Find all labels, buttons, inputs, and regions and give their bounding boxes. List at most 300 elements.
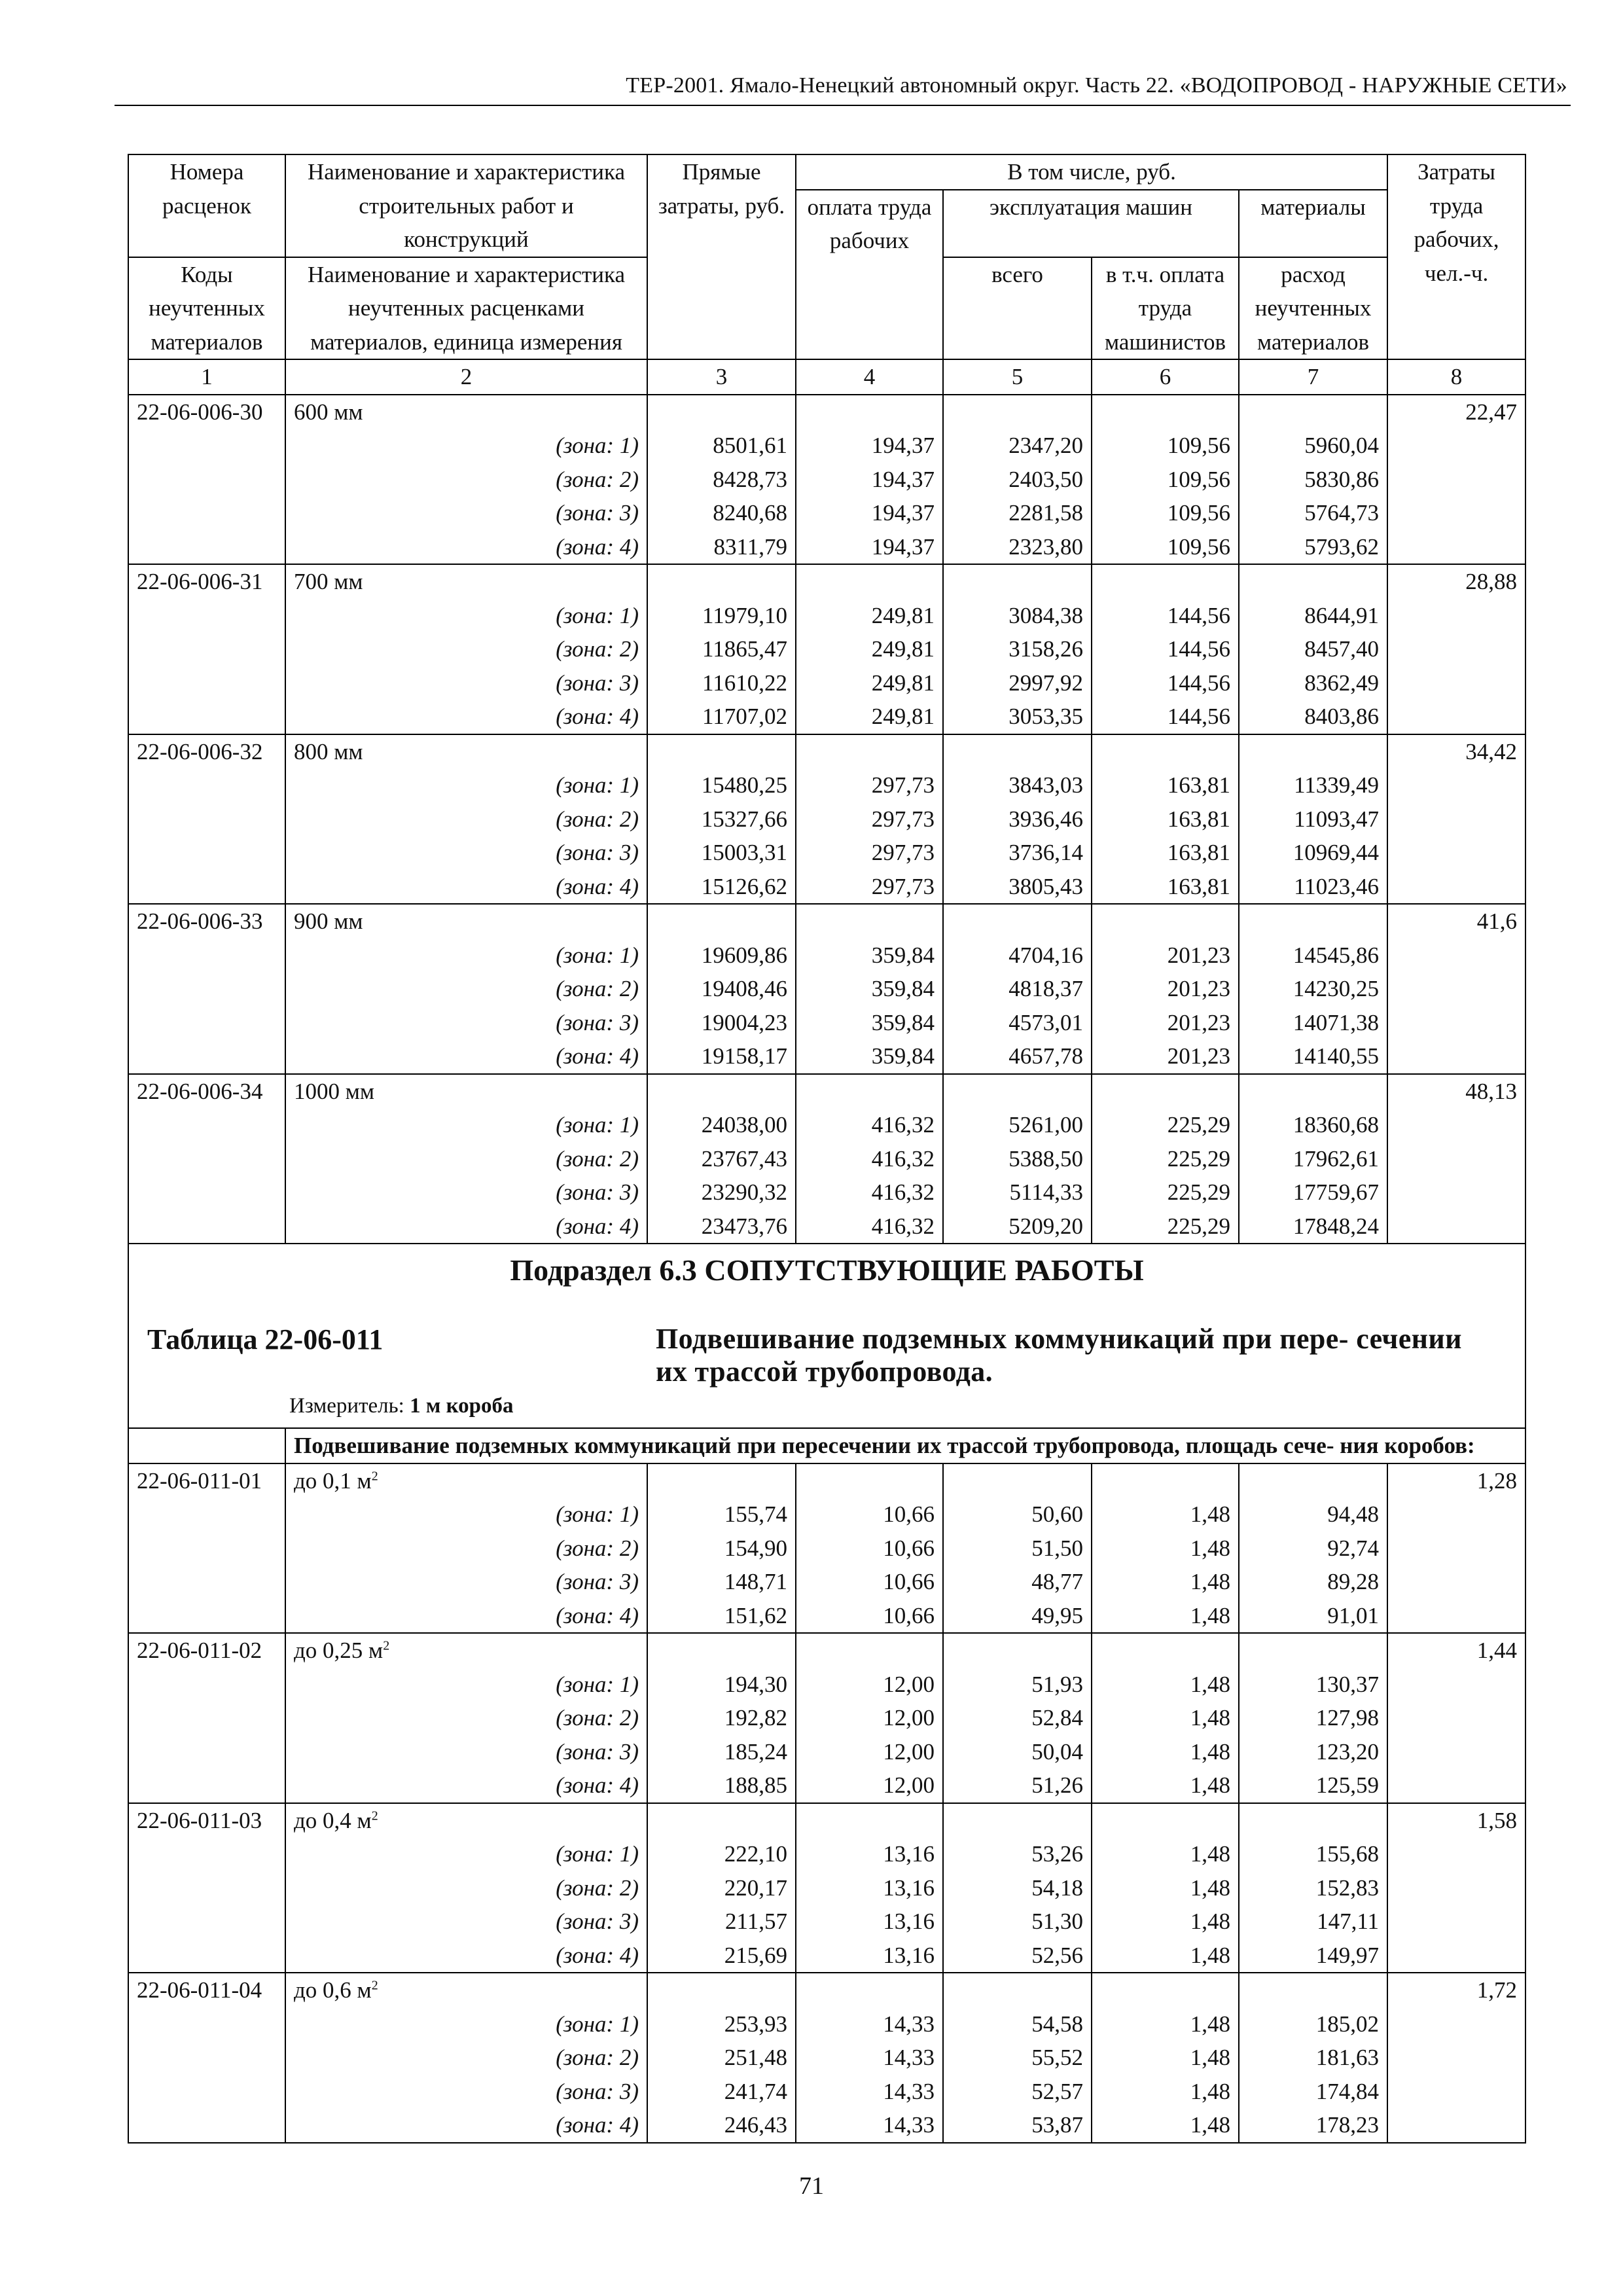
rate-name-cell [285, 1463, 647, 1634]
rate-code-cell [128, 734, 285, 905]
machines-total-value: 51,50 [1031, 1535, 1083, 1561]
blank-line [1247, 1075, 1379, 1109]
machines-wages-value: 163,81 [1167, 873, 1230, 899]
zone-label: (зона: 4) [556, 1772, 639, 1798]
direct-cost-cell [647, 734, 796, 905]
machines-wages-value: 1,48 [1190, 1569, 1230, 1594]
blank-line [804, 1634, 935, 1668]
blank-line [1247, 565, 1379, 599]
direct-cost-value: 15003,31 [701, 840, 787, 865]
direct-cost-value: 11979,10 [702, 602, 787, 628]
machines-wages-cell [1092, 1973, 1239, 2143]
col-incl-header: В том числе, руб. [796, 154, 1387, 190]
machines-wages-cell [1092, 564, 1239, 734]
direct-cost-value: 19004,23 [701, 1009, 787, 1035]
materials-value: 130,37 [1315, 1671, 1380, 1697]
col-number: 4 [796, 359, 943, 395]
direct-cost-value: 148,71 [724, 1569, 787, 1594]
direct-cost-value: 19609,86 [701, 942, 787, 968]
wages-cell [796, 395, 943, 565]
machines-total-value: 2403,50 [1008, 466, 1083, 492]
machines-wages-value: 1,48 [1190, 1909, 1230, 1934]
labor-value: 41,6 [1476, 908, 1518, 934]
machines-total-value: 49,95 [1031, 1602, 1083, 1628]
blank-line [1100, 1804, 1230, 1838]
col-number: 1 [128, 359, 285, 395]
col-materials-sub-header: расход неучтенных материалов [1239, 257, 1387, 360]
materials-value: 5793,62 [1304, 533, 1380, 560]
wages-cell [796, 1803, 943, 1973]
machines-wages-value: 1,48 [1190, 2112, 1230, 2138]
wages-value: 249,81 [871, 670, 935, 696]
blank-line [1100, 1075, 1230, 1109]
materials-value: 5764,73 [1304, 500, 1380, 526]
blank-line [1247, 1464, 1379, 1498]
rate-row [128, 1074, 1525, 1244]
direct-cost-cell [647, 1633, 796, 1803]
materials-value: 152,83 [1315, 1874, 1380, 1901]
direct-cost-value: 8240,68 [713, 500, 787, 526]
column-number-row [128, 359, 1525, 395]
rate-row [128, 1463, 1525, 1634]
direct-cost-value: 8501,61 [713, 433, 787, 458]
wages-cell [796, 1633, 943, 1803]
blank-line [1100, 565, 1230, 599]
rate-name-cell [285, 395, 647, 565]
labor-cell [1387, 395, 1525, 565]
rate-code: 22-06-006-32 [137, 738, 263, 764]
zone-label: (зона: 3) [556, 670, 639, 696]
wages-value: 359,84 [871, 1009, 935, 1035]
zone-label: (зона: 4) [556, 704, 639, 729]
direct-cost-value: 8311,79 [713, 533, 787, 560]
machines-total-value: 55,52 [1031, 2045, 1083, 2070]
labor-value: 1,72 [1476, 1977, 1518, 2003]
blank-line [1247, 1804, 1379, 1838]
materials-value: 8644,91 [1304, 602, 1380, 628]
blank-line [952, 565, 1083, 599]
rates-group-b [128, 1463, 1525, 2143]
direct-cost-value: 11707,02 [702, 704, 787, 729]
materials-value: 89,28 [1327, 1569, 1380, 1594]
rate-name [294, 905, 639, 939]
labor-cell [1387, 1973, 1525, 2143]
table-caption: Подвешивание подземных коммуникаций при пере- сечении их трассой трубопровода. [656, 1323, 1462, 1388]
direct-cost-value: 192,82 [724, 1705, 787, 1731]
wages-value: 416,32 [871, 1179, 935, 1205]
direct-cost-value: 15126,62 [701, 873, 787, 899]
machines-total-value: 52,84 [1031, 1705, 1083, 1731]
zone-label: (зона: 2) [556, 1145, 639, 1172]
direct-cost-value: 23473,76 [701, 1213, 787, 1239]
blank-line [952, 1973, 1083, 2007]
rate-name [294, 1634, 639, 1668]
running-head: ТЕР-2001. Ямало-Ненецкий автономный округ. Часть 22. «ВОДОПРОВОД - НАРУЖНЫЕ СЕТИ» [626, 73, 1567, 98]
machines-total-value: 51,30 [1031, 1909, 1083, 1934]
rate-name-cell [285, 904, 647, 1074]
machines-total-value: 3053,35 [1008, 704, 1083, 729]
machines-total-value: 48,77 [1031, 1569, 1083, 1594]
blank-line [656, 905, 787, 939]
section-title: Подраздел 6.3 СОПУТСТВУЮЩИЕ РАБОТЫ [510, 1253, 1144, 1287]
machines-total-cell [943, 395, 1092, 565]
rate-name-cell [285, 564, 647, 734]
rate-name-text: до 0,1 м [294, 1467, 372, 1494]
blank-line [952, 735, 1083, 769]
wages-cell [796, 1074, 943, 1244]
labor-cell [1387, 1463, 1525, 1634]
zone-label: (зона: 3) [556, 1179, 639, 1205]
wages-cell [796, 734, 943, 905]
col-name-sub-header: Наименование и характеристика неучтенных расценками материалов, единица измерения [285, 257, 647, 360]
wages-value: 359,84 [871, 1043, 935, 1069]
rate-name [294, 565, 639, 599]
machines-wages-value: 1,48 [1190, 1874, 1230, 1901]
labor-cell [1387, 1633, 1525, 1803]
machines-total-value: 2281,58 [1008, 500, 1083, 526]
machines-total-value: 3736,14 [1008, 840, 1083, 865]
blank-line [952, 395, 1083, 429]
unit-superscript: 2 [371, 1468, 378, 1483]
wages-value: 249,81 [871, 602, 935, 628]
machines-total-value: 5388,50 [1008, 1145, 1083, 1172]
wages-value: 249,81 [871, 704, 935, 729]
blank-line [1247, 395, 1379, 429]
materials-value: 185,02 [1315, 2011, 1380, 2037]
machines-wages-value: 144,56 [1167, 670, 1230, 696]
rate-row [128, 1803, 1525, 1973]
machines-total-cell [943, 1463, 1092, 1634]
rate-row [128, 395, 1525, 565]
machines-wages-value: 225,29 [1167, 1112, 1230, 1138]
materials-value: 147,11 [1317, 1909, 1380, 1934]
machines-wages-value: 1,48 [1190, 1705, 1230, 1731]
materials-value: 10969,44 [1293, 840, 1380, 865]
direct-cost-cell [647, 1803, 796, 1973]
rate-name-text: 900 мм [294, 908, 363, 934]
zone-label: (зона: 1) [556, 1841, 639, 1867]
wages-value: 359,84 [871, 942, 935, 968]
labor-cell [1387, 1803, 1525, 1973]
direct-cost-value: 11865,47 [702, 636, 787, 662]
materials-value: 17962,61 [1293, 1145, 1380, 1172]
zone-label: (зона: 4) [556, 1213, 639, 1239]
direct-cost-value: 222,10 [724, 1841, 787, 1867]
rate-name-cell [285, 1803, 647, 1973]
blank-line [1247, 905, 1379, 939]
rate-name [294, 1075, 639, 1109]
direct-cost-value: 15480,25 [701, 772, 787, 798]
blank-line [804, 1075, 935, 1109]
blank-line [656, 1804, 787, 1838]
zone-label: (зона: 1) [556, 433, 639, 458]
wages-value: 10,66 [883, 1569, 935, 1594]
machines-wages-value: 109,56 [1167, 433, 1230, 458]
rate-name-text: до 0,25 м [294, 1638, 383, 1663]
zone-label: (зона: 2) [556, 1535, 639, 1561]
col-machines-header: эксплуатация машин [943, 190, 1239, 257]
blank-line [804, 565, 935, 599]
zone-label: (зона: 3) [556, 1569, 639, 1594]
wages-value: 14,33 [883, 2045, 935, 2070]
rate-name [294, 1973, 639, 2007]
zone-label: (зона: 3) [556, 1009, 639, 1035]
labor-value: 28,88 [1465, 569, 1518, 594]
rate-name-text: до 0,4 м [294, 1807, 372, 1833]
labor-value: 34,42 [1465, 738, 1518, 764]
machines-total-value: 54,58 [1031, 2011, 1083, 2037]
blank-line [804, 905, 935, 939]
direct-cost-value: 188,85 [724, 1772, 787, 1798]
direct-cost-value: 24038,00 [701, 1112, 787, 1138]
direct-cost-cell [647, 1074, 796, 1244]
direct-cost-value: 185,24 [724, 1738, 787, 1765]
blank-line [656, 735, 787, 769]
direct-cost-value: 155,74 [724, 1501, 787, 1527]
blank-line [656, 1973, 787, 2007]
materials-value: 5960,04 [1304, 433, 1380, 458]
wages-value: 194,37 [871, 533, 935, 560]
materials-value: 11023,46 [1294, 873, 1380, 899]
wages-value: 13,16 [883, 1874, 935, 1901]
wages-value: 12,00 [883, 1705, 935, 1731]
machines-total-cell [943, 1633, 1092, 1803]
blank-line [1100, 1464, 1230, 1498]
direct-cost-value: 194,30 [724, 1671, 787, 1697]
blank-line [1100, 1634, 1230, 1668]
direct-cost-value: 23767,43 [701, 1145, 787, 1172]
machines-total-value: 3158,26 [1008, 636, 1083, 662]
col-number: 8 [1387, 359, 1525, 395]
header-rule [115, 105, 1571, 106]
rate-code-cell [128, 395, 285, 565]
direct-cost-value: 241,74 [724, 2078, 787, 2104]
zone-label: (зона: 4) [556, 1942, 639, 1968]
unit-superscript: 2 [383, 1638, 390, 1653]
materials-value: 123,20 [1315, 1738, 1380, 1765]
materials-cell [1239, 564, 1387, 734]
rate-name [294, 395, 639, 429]
machines-total-value: 2323,80 [1008, 533, 1083, 560]
rate-name-text: 600 мм [294, 399, 363, 425]
wages-cell [796, 564, 943, 734]
materials-cell [1239, 1973, 1387, 2143]
zone-label: (зона: 4) [556, 1043, 639, 1069]
materials-cell [1239, 1463, 1387, 1634]
materials-value: 5830,86 [1304, 466, 1380, 492]
machines-total-value: 52,57 [1031, 2078, 1083, 2104]
col-number: 5 [943, 359, 1092, 395]
section-block [128, 1244, 1525, 1428]
rates-table [128, 154, 1526, 2144]
rate-code: 22-06-011-04 [137, 1977, 262, 2003]
wages-value: 416,32 [871, 1213, 935, 1239]
machines-total-value: 3805,43 [1008, 873, 1083, 899]
machines-wages-cell [1092, 1633, 1239, 1803]
direct-cost-value: 23290,32 [701, 1179, 787, 1205]
meter-value: 1 м короба [410, 1394, 514, 1418]
materials-value: 8457,40 [1304, 636, 1380, 662]
machines-wages-value: 109,56 [1167, 533, 1230, 560]
blank-line [1247, 1973, 1379, 2007]
zone-label: (зона: 2) [556, 1705, 639, 1731]
wages-value: 297,73 [871, 840, 935, 865]
labor-cell [1387, 904, 1525, 1074]
blank-line [1100, 395, 1230, 429]
machines-total-value: 51,93 [1031, 1671, 1083, 1697]
machines-total-value: 51,26 [1031, 1772, 1083, 1798]
zone-label: (зона: 1) [556, 1112, 639, 1138]
machines-total-value: 54,18 [1031, 1874, 1083, 1901]
direct-cost-value: 154,90 [724, 1535, 787, 1561]
materials-value: 11339,49 [1294, 772, 1380, 798]
rate-name-cell [285, 734, 647, 905]
blank-line [656, 565, 787, 599]
blank-line [656, 395, 787, 429]
materials-value: 14230,25 [1293, 976, 1380, 1001]
machines-wages-value: 201,23 [1167, 976, 1230, 1001]
machines-total-value: 4657,78 [1008, 1043, 1083, 1069]
zone-label: (зона: 3) [556, 1909, 639, 1934]
rate-name-text: 700 мм [294, 569, 363, 594]
unit-superscript: 2 [371, 1808, 378, 1823]
machines-wages-value: 201,23 [1167, 1043, 1230, 1069]
rate-code: 22-06-006-33 [137, 908, 263, 934]
direct-cost-cell [647, 1973, 796, 2143]
col-direct-header: Прямые затраты, руб. [647, 154, 796, 359]
materials-value: 8403,86 [1304, 704, 1380, 729]
labor-value: 1,28 [1476, 1467, 1518, 1494]
wages-value: 194,37 [871, 500, 935, 526]
materials-value: 11093,47 [1294, 806, 1380, 832]
zone-label: (зона: 2) [556, 636, 639, 662]
blank-line [952, 1075, 1083, 1109]
machines-total-value: 4704,16 [1008, 942, 1083, 968]
blank-line [1247, 1634, 1379, 1668]
blank-line [804, 1464, 935, 1498]
machines-wages-cell [1092, 904, 1239, 1074]
machines-wages-value: 1,48 [1190, 2078, 1230, 2104]
zone-label: (зона: 3) [556, 1738, 639, 1765]
blank-line [804, 735, 935, 769]
machines-total-value: 53,87 [1031, 2112, 1083, 2138]
materials-value: 18360,68 [1293, 1112, 1380, 1138]
rate-code: 22-06-006-34 [137, 1078, 263, 1104]
materials-value: 127,98 [1315, 1705, 1380, 1731]
direct-cost-value: 253,93 [724, 2011, 787, 2037]
rate-code: 22-06-011-03 [137, 1807, 262, 1833]
col-number: 2 [285, 359, 647, 395]
direct-cost-value: 15327,66 [701, 806, 787, 832]
blank-line [952, 905, 1083, 939]
machines-total-value: 50,60 [1031, 1501, 1083, 1527]
machines-wages-value: 144,56 [1167, 602, 1230, 628]
direct-cost-value: 19158,17 [701, 1043, 787, 1069]
rate-code-cell [128, 1074, 285, 1244]
machines-total-cell [943, 1973, 1092, 2143]
col-number: 6 [1092, 359, 1239, 395]
blank-line [952, 1804, 1083, 1838]
machines-wages-value: 225,29 [1167, 1179, 1230, 1205]
labor-value: 1,58 [1476, 1807, 1518, 1833]
zone-label: (зона: 3) [556, 2078, 639, 2104]
col-machines-wages-header: в т.ч. оплата труда машинистов [1092, 257, 1239, 360]
blank-line [952, 1464, 1083, 1498]
zone-label: (зона: 2) [556, 806, 639, 832]
rate-row [128, 904, 1525, 1074]
materials-value: 17759,67 [1293, 1179, 1380, 1205]
rate-code-cell [128, 1803, 285, 1973]
meter [289, 1390, 514, 1424]
labor-cell [1387, 734, 1525, 905]
meter-label: Измеритель: [289, 1394, 410, 1418]
rate-name-text: до 0,6 м [294, 1977, 372, 2003]
rate-name [294, 735, 639, 769]
materials-cell [1239, 1074, 1387, 1244]
machines-total-value: 4818,37 [1008, 976, 1083, 1001]
direct-cost-cell [647, 1463, 796, 1634]
rate-code-cell [128, 904, 285, 1074]
rate-code-cell [128, 1633, 285, 1803]
labor-cell [1387, 1074, 1525, 1244]
materials-value: 125,59 [1315, 1772, 1380, 1798]
rate-code: 22-06-006-31 [137, 569, 263, 594]
wages-value: 416,32 [871, 1112, 935, 1138]
wages-value: 14,33 [883, 2011, 935, 2037]
machines-wages-value: 109,56 [1167, 466, 1230, 492]
zone-label: (зона: 1) [556, 1501, 639, 1527]
materials-cell [1239, 904, 1387, 1074]
machines-wages-cell [1092, 1803, 1239, 1973]
labor-value: 22,47 [1465, 399, 1518, 425]
machines-wages-value: 1,48 [1190, 1738, 1230, 1765]
zone-label: (зона: 4) [556, 2112, 639, 2138]
machines-wages-cell [1092, 1074, 1239, 1244]
zone-label: (зона: 4) [556, 873, 639, 899]
zone-label: (зона: 4) [556, 533, 639, 560]
rate-code-cell [128, 1973, 285, 2143]
col-machines-total-header: всего [943, 257, 1092, 360]
machines-total-cell [943, 1803, 1092, 1973]
zone-label: (зона: 3) [556, 500, 639, 526]
rate-name-text: 800 мм [294, 738, 363, 764]
page-number: 71 [799, 2172, 824, 2200]
materials-value: 149,97 [1315, 1942, 1380, 1968]
rate-code-cell [128, 1463, 285, 1634]
zone-label: (зона: 2) [556, 1874, 639, 1901]
machines-total-cell [943, 564, 1092, 734]
zone-label: (зона: 1) [556, 2011, 639, 2037]
direct-cost-value: 215,69 [724, 1942, 787, 1968]
machines-wages-value: 1,48 [1190, 1501, 1230, 1527]
blank-line [804, 1804, 935, 1838]
machines-wages-value: 225,29 [1167, 1145, 1230, 1172]
wages-value: 297,73 [871, 806, 935, 832]
zone-label: (зона: 1) [556, 602, 639, 628]
rate-row [128, 1973, 1525, 2143]
wages-value: 14,33 [883, 2078, 935, 2104]
rate-row [128, 1633, 1525, 1803]
materials-value: 181,63 [1315, 2045, 1380, 2070]
direct-cost-value: 19408,46 [701, 976, 787, 1001]
materials-value: 14140,55 [1293, 1043, 1380, 1069]
machines-total-value: 50,04 [1031, 1738, 1083, 1765]
rate-name-cell [285, 1633, 647, 1803]
rate-name-text: 1000 мм [294, 1078, 375, 1104]
machines-wages-cell [1092, 395, 1239, 565]
unit-superscript: 2 [371, 1978, 378, 1993]
labor-cell [1387, 564, 1525, 734]
